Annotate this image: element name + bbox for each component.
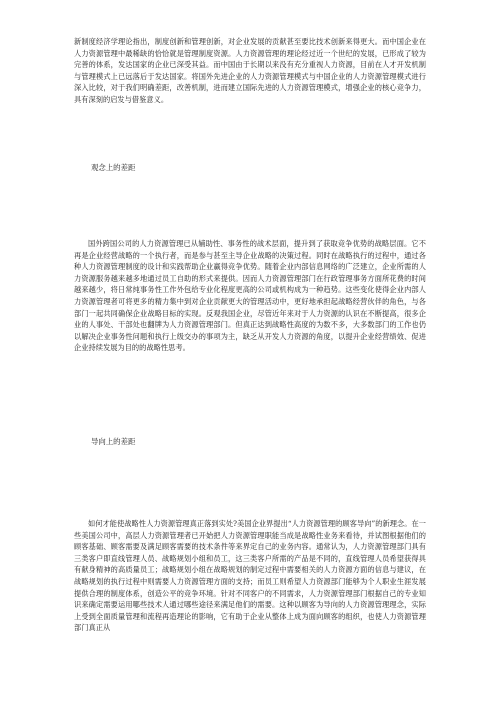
section-heading-orientation-gap: 导向上的差距: [91, 437, 136, 446]
section-heading-concept-gap: 观念上的差距: [91, 163, 136, 172]
paragraph-intro: 新制度经济学理论指出，制度创新和管理创新，对企业发展的贡献甚至要比技术创新来得更大。而中国企业在人力资源管理中最稀缺的恰恰就是管理制度资源。人力资源管理的理论经过近一个世纪的发展，已形成了较为完善的体系，发达国家的企业已深受其益。而中国由于长期以来没有充分重视人力资源，目前在人才开发机制与管理模式上已远落后于发达国家。将国外先进企业的人力资源管理模式与中国企业的人力资源管理模式进行深入比较，对于我们明确差距，改善机制，进而建立国际先进的人力资源管理模式，增强企业的核心竞争力，具有深刻的启发与借鉴意义。: [74, 37, 426, 104]
paragraph-orientation-gap: 如何才能使战略性人力资源管理真正落到实处?美国企业界提出“人力资源管理的顾客导向”的新理念。在一些美国公司中，高层人力资源管理者已开始把人力资源管理职能当成是战略性业务来看待，并试图根据他们的顾客基础、顾客需要及满足顾客需要的技术条件等来界定自己的业务内容。通常认为，人力资源管理部门具有三类客户即直线管理人员、战略规划小组和员工，这三类客户所需的产品是不同的，直线管理人员希望获得具有献身精神的高质量员工；战略规划小组在战略规划的制定过程中需要相关的人力资源方面的信息与建议，在战略规划的执行过程中则需要人力资源管理方面的支持；而员工则希望人力资源部门能够为个人职业生涯发展提供合理的制度体系，创造公平的竞争环境。针对不同客户的不同需求，人力资源管理部门根据自己的专业知识来确定需要运用哪些技术人通过哪些途径来满足他们的需要。这种以顾客为导向的人力资源管理理念，实际上受到全面质量管理和流程再造理论的影响，它有助于企业从整体上成为面向顾客的组织，也使人力资源管理部门真正从: [74, 519, 426, 633]
paragraph-concept-gap: 国外跨国公司的人力资源管理已从辅助性、事务性的战术层面，提升到了获取竞争优势的战略层面。它不再是企业经营战略的一个执行者，而是参与甚至主导企业战略的决策过程。同时在战略执行的过程中，通过各种人力资源管理制度的设计和实践帮助企业赢得竞争优势。随着企业内部信息网络的广泛建立，企业所需的人力资源服务越来越多地通过员工自助的形式来提供。因而人力资源管理部门在行政管理事务方面所花费的时间越来越少，将日常纯事务性工作外包给专业化程度更高的公司或机构成为一种趋势。这些变化使得企业内部人力资源管理者可将更多的精力集中到对企业贡献更大的管理活动中，更好地承担起战略经营伙伴的角色，与各部门一起共同确保企业战略目标的实现。反观我国企业，尽管近年来对于人力资源的认识在不断提高，很多企业的人事处、干部处也翻牌为人力资源管理部门。但真正达到战略性高度的为数不多，大多数部门的工作也仍以解决企业事务性问题和执行上级交办的事项为主，缺乏从开发人力资源的角度，以提升企业经营绩效、促进企业持续发展为目的的战略性思考。: [74, 239, 426, 353]
